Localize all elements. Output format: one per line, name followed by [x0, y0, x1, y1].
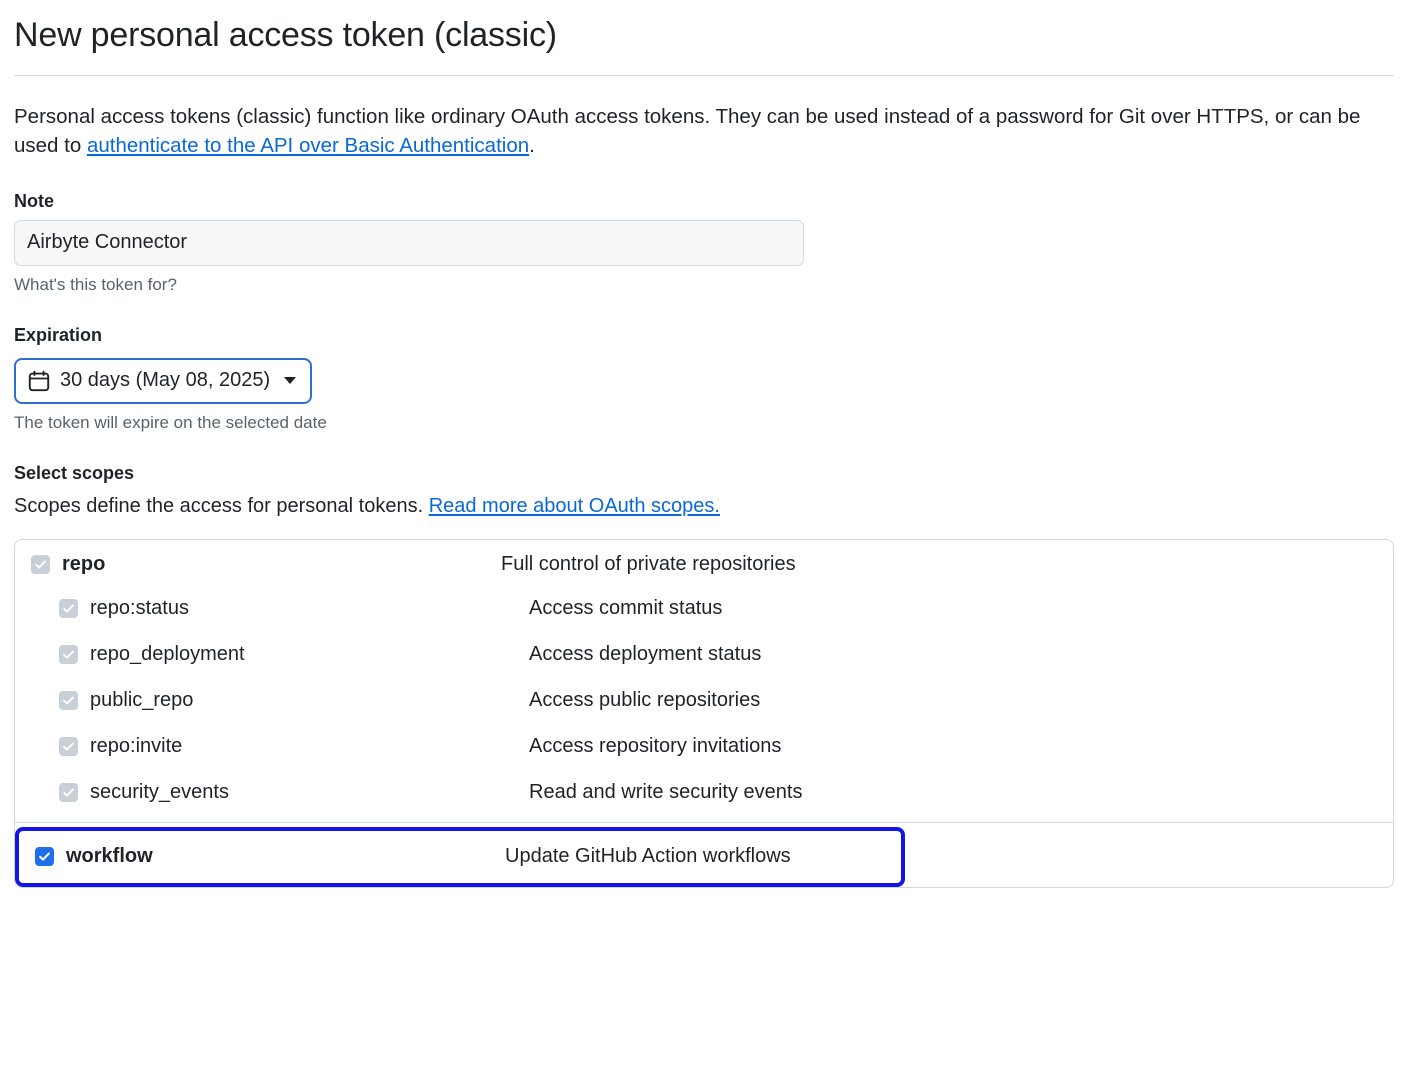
scope-name-repo-deployment	[31, 643, 529, 666]
scope-description: Read and write security events	[529, 781, 803, 804]
scope-label: repo:status	[90, 597, 189, 620]
scopes-description	[14, 492, 1394, 521]
scope-label: repo_deployment	[90, 643, 245, 666]
scopes-list	[14, 539, 1394, 888]
intro-paragraph	[14, 102, 1394, 161]
scope-checkbox-repo[interactable]	[31, 555, 50, 574]
new-token-page	[0, 14, 1408, 888]
scope-row-public-repo[interactable]	[15, 678, 1393, 724]
scope-checkbox-workflow[interactable]	[35, 847, 54, 866]
scope-description: Access deployment status	[529, 643, 762, 666]
expiration-label: Expiration	[14, 324, 103, 345]
expiration-select[interactable]	[14, 358, 312, 404]
scope-name-repo-invite	[31, 735, 529, 758]
note-input[interactable]	[14, 220, 804, 266]
scope-name-public-repo	[31, 689, 529, 712]
scope-description: Access repository invitations	[529, 735, 782, 758]
oauth-scopes-doc-link[interactable]: Read more about OAuth scopes.	[428, 494, 720, 517]
page-title: New personal access token (classic)	[14, 16, 557, 54]
scope-checkbox-repo-deployment[interactable]	[59, 645, 78, 664]
scope-row-workflow[interactable]	[15, 827, 905, 887]
scope-label: repo:invite	[90, 735, 183, 758]
scope-checkbox-repo-invite[interactable]	[59, 737, 78, 756]
intro-text-before: Personal access tokens (classic) function like ordinary OAuth access tokens. They can be used instead of a password for Git over HTTPS, or can be used to	[14, 104, 1361, 158]
select-scopes-label: Select scopes	[14, 462, 135, 483]
scope-label: workflow	[66, 845, 153, 868]
note-label: Note	[14, 190, 54, 211]
intro-text-after: .	[529, 134, 535, 158]
scope-checkbox-public-repo[interactable]	[59, 691, 78, 710]
scope-description: Access commit status	[529, 597, 723, 620]
title-divider	[14, 75, 1394, 76]
basic-auth-doc-link[interactable]: authenticate to the API over Basic Authentication	[86, 134, 530, 158]
chevron-down-icon	[284, 377, 296, 384]
workflow-scope-section	[15, 822, 1393, 887]
scope-label: repo	[62, 553, 106, 576]
scope-name-repo	[31, 553, 501, 576]
scope-row-repo-status[interactable]	[15, 586, 1393, 632]
scope-label: security_events	[90, 781, 229, 804]
scope-checkbox-security-events[interactable]	[59, 783, 78, 802]
scope-description: Access public repositories	[529, 689, 761, 712]
scope-description: Update GitHub Action workflows	[505, 845, 791, 868]
expiration-hint: The token will expire on the selected date	[14, 412, 327, 432]
scope-name-security-events	[31, 781, 529, 804]
scope-row-repo-deployment[interactable]	[15, 632, 1393, 678]
note-hint: What's this token for?	[14, 274, 177, 294]
scope-row-security-events[interactable]	[15, 770, 1393, 816]
scope-row-repo[interactable]	[15, 540, 1393, 586]
calendar-icon	[28, 370, 50, 392]
scope-name-workflow	[35, 845, 505, 868]
expiration-selected-value: 30 days (May 08, 2025)	[60, 369, 271, 392]
scope-name-repo-status	[31, 597, 529, 620]
scope-label: public_repo	[90, 689, 194, 712]
scopes-description-text: Scopes define the access for personal tokens.	[14, 494, 429, 517]
scope-checkbox-repo-status[interactable]	[59, 599, 78, 618]
scope-row-repo-invite[interactable]	[15, 724, 1393, 770]
scope-description: Full control of private repositories	[501, 553, 796, 576]
